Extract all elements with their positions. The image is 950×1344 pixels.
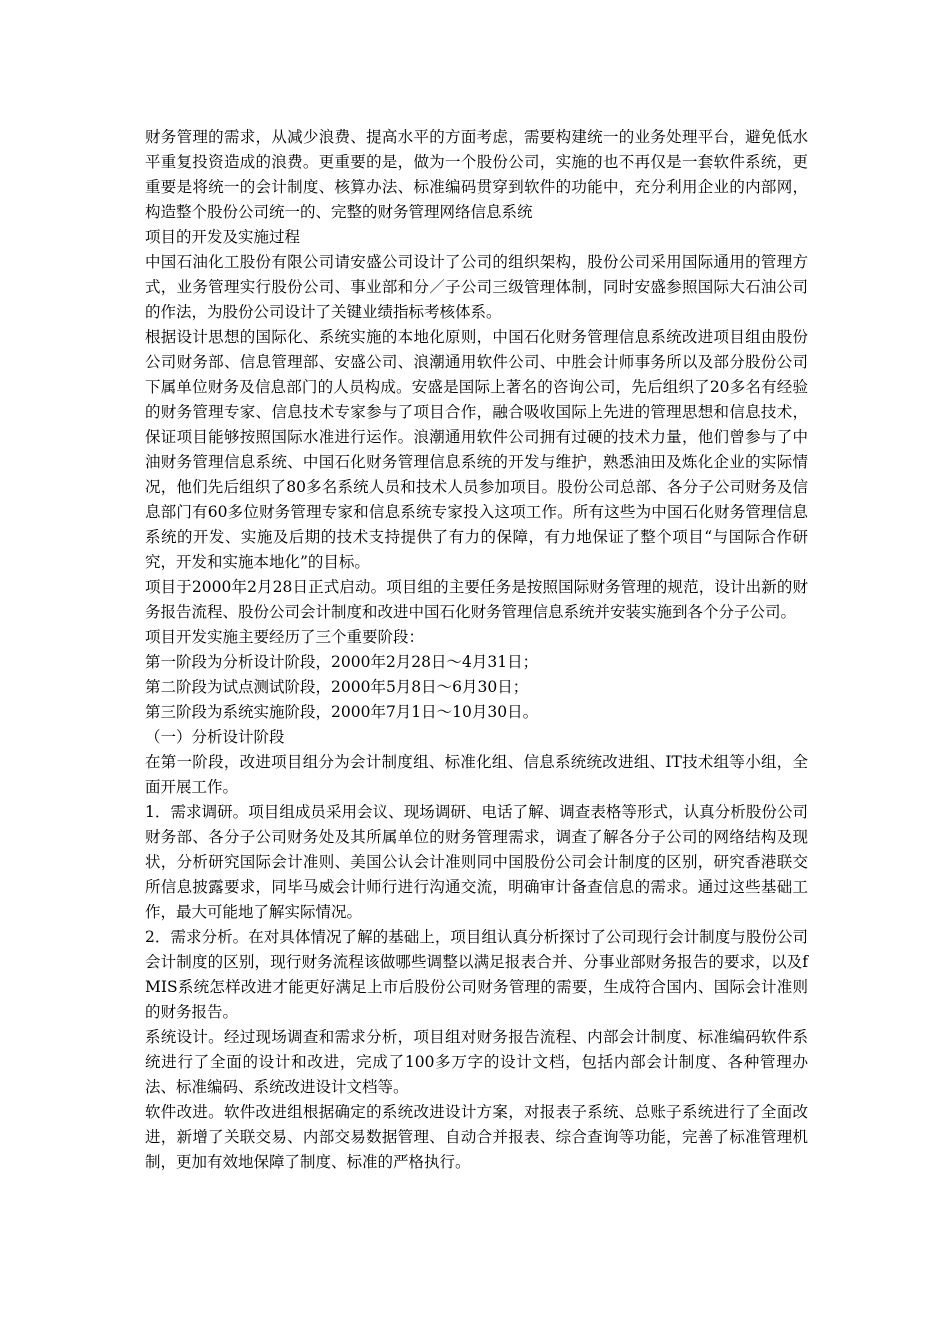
- paragraph: 软件改进。软件改进组根据确定的系统改进设计方案，对报表子系统、总账子系统进行了全面改进，新增了关联交易、内部交易数据管理、自动合并报表、综合查询等功能，完善了标准管理机制，更加有效地保障了制度、标准的严格执行。: [145, 1103, 808, 1171]
- paragraph: 系统设计。经过现场调查和需求分析，项目组对财务报告流程、内部会计制度、标准编码软件系统进行了全面的设计和改进，完成了100多万字的设计文档，包括内部会计制度、各种管理办法、标准编码、系统改进设计文档等。: [145, 1028, 808, 1096]
- phase-item: 第一阶段为分析设计阶段，2000年2月28日～4月31日；: [145, 653, 539, 671]
- paragraph: 项目于2000年2月28日正式启动。项目组的主要任务是按照国际财务管理的规范，设计出新的财务报告流程、股份公司会计制度和改进中国石化财务管理信息系统并安装实施到各个分子公司。: [145, 578, 808, 621]
- paragraph: 财务管理的需求，从减少浪费、提高水平的方面考虑，需要构建统一的业务处理平台，避免低水平重复投资造成的浪费。更重要的是，做为一个股份公司，实施的也不再仅是一套软件系统，更重要是将统一的会计制度、核算办法、标准编码贯穿到软件的功能中，充分利用企业的内部网，构造整个股份公司统一的、完整的财务管理网络信息系统: [145, 128, 808, 221]
- numbered-paragraph: 1．需求调研。项目组成员采用会议、现场调研、电话了解、调查表格等形式，认真分析股份公司财务部、各分子公司财务处及其所属单位的财务管理需求，调查了解各分子公司的网络结构及现状，分析研究国际会计准则、美国公认会计准则同中国股份公司会计制度的区别，研究香港联交所信息披露要求，同毕马威会计师行进行沟通交流，明确审计备查信息的需求。通过这些基础工作，最大可能地了解实际情况。: [145, 803, 808, 921]
- paragraph: 根据设计思想的国际化、系统实施的本地化原则，中国石化财务管理信息系统改进项目组由股份公司财务部、信息管理部、安盛公司、浪潮通用软件公司、中胜会计师事务所以及部分股份公司下属单位财务及信息部门的人员构成。安盛是国际上著名的咨询公司，先后组织了20多名有经验的财务管理专家、信息技术专家参与了项目合作，融合吸收国际上先进的管理思想和信息技术，保证项目能够按照国际水准进行运作。浪潮通用软件公司拥有过硬的技术力量，他们曾参与了中油财务管理信息系统、中国石化财务管理信息系统的开发与维护，熟悉油田及炼化企业的实际情况，他们先后组织了80多名系统人员和技术人员参加项目。股份公司总部、各分子公司财务及信息部门有60多位财务管理专家和信息系统专家投入这项工作。所有这些为中国石化财务管理信息系统的开发、实施及后期的技术支持提供了有力的保障，有力地保证了整个项目“与国际合作研究，开发和实施本地化”的目标。: [145, 328, 808, 571]
- paragraph: 中国石油化工股份有限公司请安盛公司设计了公司的组织架构，股份公司采用国际通用的管理方式，业务管理实行股份公司、事业部和分／子公司三级管理体制，同时安盛参照国际大石油公司的作法，为股份公司设计了关键业绩指标考核体系。: [145, 253, 808, 321]
- section-heading: （一）分析设计阶段: [145, 728, 285, 746]
- paragraph: 项目开发实施主要经历了三个重要阶段：: [145, 628, 425, 646]
- section-heading: 项目的开发及实施过程: [145, 228, 301, 246]
- numbered-paragraph: 2．需求分析。在对具体情况了解的基础上，项目组认真分析探讨了公司现行会计制度与股份公司会计制度的区别，现行财务流程该做哪些调整以满足报表合并、分事业部财务报告的要求，以及fMIS系统怎样改进才能更好满足上市后股份公司财务管理的需要，生成符合国内、国际会计准则的财务报告。: [145, 928, 808, 1021]
- phase-item: 第二阶段为试点测试阶段，2000年5月8日～6月30日；: [145, 678, 529, 696]
- document-body: [145, 125, 808, 1175]
- paragraph: 在第一阶段，改进项目组分为会计制度组、标准化组、信息系统统改进组、IT技术组等小组，全面开展工作。: [145, 753, 808, 796]
- phase-item: 第三阶段为系统实施阶段，2000年7月1日～10月30日。: [145, 703, 539, 721]
